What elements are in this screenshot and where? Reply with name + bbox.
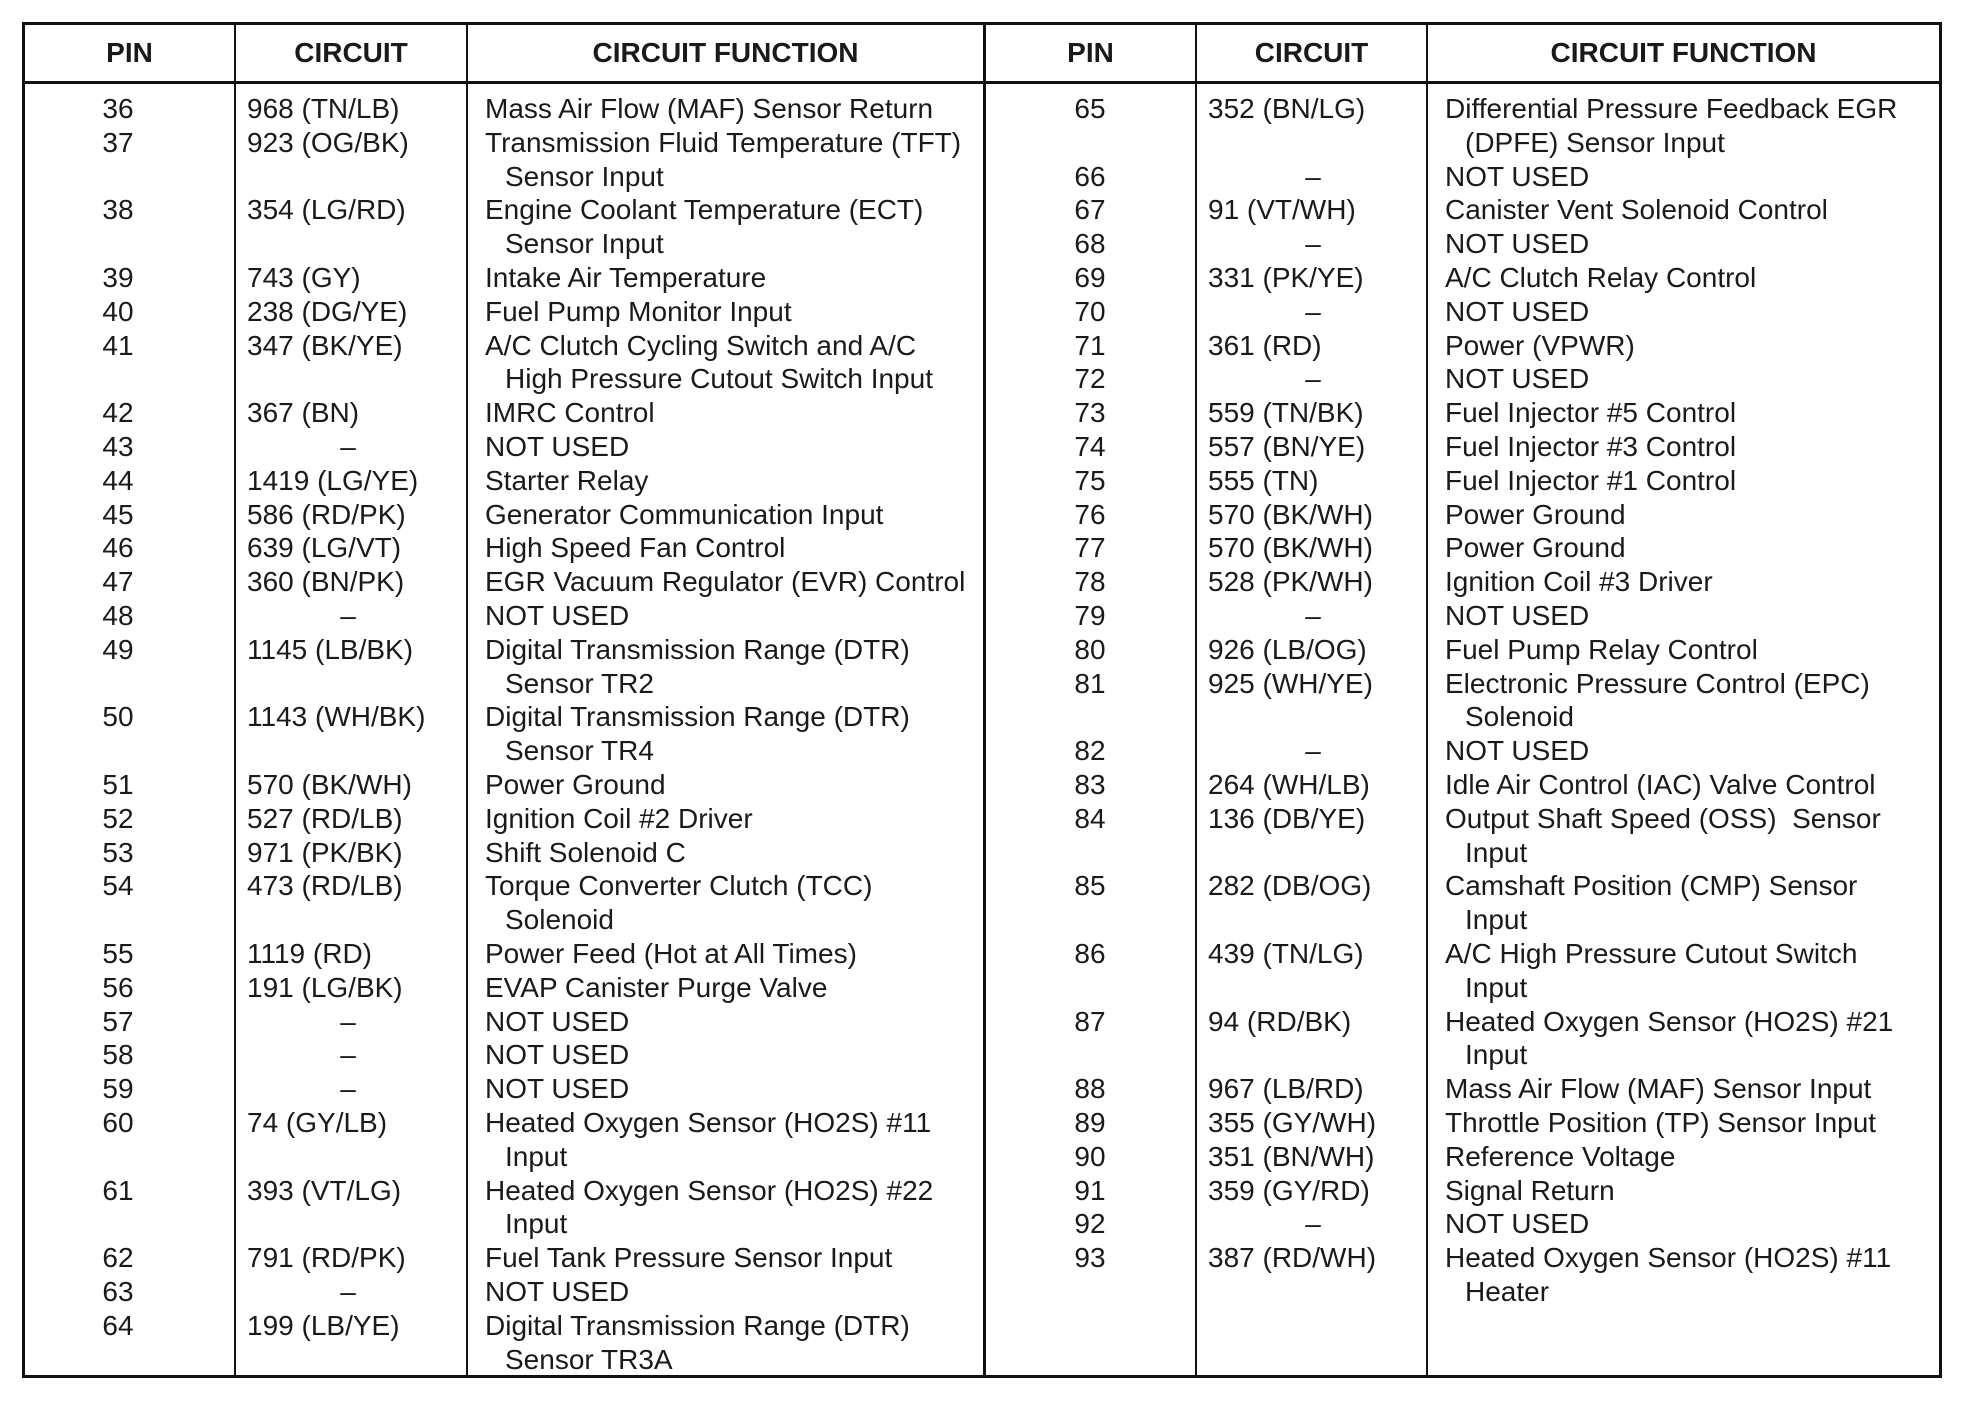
- circuit-id: 359 (GY/RD): [1208, 1174, 1370, 1206]
- circuit-function: Power Ground: [1445, 532, 1626, 564]
- circuit-function: EGR Vacuum Regulator (EVR) Control: [485, 566, 966, 598]
- circuit-id: 971 (PK/BK): [247, 836, 403, 868]
- circuit-id: 968 (TN/LB): [247, 93, 400, 124]
- pin-number: 41: [102, 329, 134, 361]
- pin-number: 48: [102, 600, 134, 631]
- circuit-id: 238 (DG/YE): [247, 295, 408, 327]
- circuit-id: –: [1305, 600, 1321, 631]
- circuit-id: 199 (LB/YE): [247, 1309, 400, 1341]
- circuit-id: 586 (RD/PK): [247, 498, 406, 530]
- circuit-function: NOT USED: [1445, 228, 1590, 260]
- pin-number: 90: [1074, 1140, 1106, 1172]
- header-circuit-left: CIRCUIT: [294, 37, 408, 68]
- circuit-id: 191 (LG/BK): [247, 971, 403, 1003]
- circuit-function: A/C Clutch Relay Control: [1445, 262, 1757, 293]
- circuit-id: 570 (BK/WH): [1208, 498, 1373, 530]
- circuit-function: IMRC Control: [485, 397, 655, 429]
- pin-number: 61: [102, 1174, 134, 1206]
- circuit-id: 282 (DB/OG): [1208, 870, 1372, 902]
- pin-number: 83: [1074, 769, 1106, 800]
- header-pin-right: PIN: [1067, 37, 1114, 68]
- circuit-id: 1419 (LG/YE): [247, 464, 419, 496]
- circuit-function: Engine Coolant Temperature (ECT): [485, 194, 924, 226]
- pin-number: 68: [1074, 228, 1106, 260]
- circuit-id: 473 (RD/LB): [247, 870, 403, 902]
- circuit-function-continued: Input: [1465, 904, 1528, 936]
- pin-number: 84: [1074, 802, 1106, 834]
- circuit-id: 360 (BN/PK): [247, 566, 405, 598]
- pin-number: 82: [1074, 735, 1106, 767]
- pin-number: 50: [102, 701, 134, 733]
- pin-number: 71: [1074, 329, 1106, 361]
- circuit-id: 361 (RD): [1208, 329, 1322, 361]
- circuit-function: Ignition Coil #2 Driver: [485, 802, 753, 834]
- header-circuit-right: CIRCUIT: [1254, 37, 1369, 68]
- pin-number: 49: [102, 633, 134, 665]
- circuit-function-continued: Sensor TR3A: [505, 1343, 673, 1375]
- circuit-id: 354 (LG/RD): [247, 194, 406, 226]
- pin-number: 93: [1074, 1242, 1106, 1274]
- circuit-function: Transmission Fluid Temperature (TFT): [485, 126, 962, 158]
- circuit-function: Canister Vent Solenoid Control: [1445, 194, 1828, 226]
- circuit-id: 555 (TN): [1208, 464, 1319, 496]
- circuit-function: Power (VPWR): [1445, 329, 1635, 361]
- pin-number: 38: [102, 194, 134, 226]
- pin-number: 57: [102, 1005, 134, 1037]
- column-divider: [234, 25, 236, 1375]
- circuit-function-continued: High Pressure Cutout Switch Input: [505, 363, 933, 395]
- pin-number: 78: [1074, 566, 1106, 598]
- circuit-function: Torque Converter Clutch (TCC): [485, 870, 873, 902]
- pin-number: 73: [1074, 397, 1106, 429]
- circuit-id: –: [340, 1005, 356, 1037]
- circuit-id: –: [1305, 1208, 1321, 1240]
- circuit-function: Mass Air Flow (MAF) Sensor Return: [485, 93, 934, 124]
- circuit-function: Fuel Injector #5 Control: [1445, 397, 1737, 429]
- pin-number: 80: [1074, 633, 1106, 665]
- circuit-function: Throttle Position (TP) Sensor Input: [1445, 1107, 1877, 1138]
- pin-number: 37: [102, 126, 134, 158]
- circuit-id: –: [340, 431, 356, 462]
- circuit-id: –: [1305, 228, 1321, 260]
- pin-number: 45: [102, 498, 134, 530]
- circuit-id: 94 (RD/BK): [1208, 1005, 1352, 1037]
- circuit-id: 925 (WH/YE): [1208, 667, 1373, 699]
- pin-number: 74: [1074, 431, 1106, 462]
- circuit-id: 559 (TN/BK): [1208, 397, 1364, 429]
- pin-number: 56: [102, 971, 134, 1003]
- circuit-function: Starter Relay: [485, 464, 649, 496]
- circuit-function: Heated Oxygen Sensor (HO2S) #21: [1445, 1005, 1894, 1037]
- pin-number: 46: [102, 532, 134, 564]
- circuit-id: –: [1305, 160, 1321, 192]
- circuit-id: 393 (VT/LG): [247, 1174, 402, 1206]
- circuit-function: Fuel Tank Pressure Sensor Input: [485, 1242, 893, 1274]
- circuit-id: 923 (OG/BK): [247, 126, 409, 158]
- circuit-function: Shift Solenoid C: [485, 836, 686, 868]
- circuit-function: NOT USED: [485, 1039, 630, 1071]
- circuit-function-continued: Input: [505, 1208, 568, 1240]
- circuit-function: High Speed Fan Control: [485, 532, 786, 564]
- circuit-function: Fuel Injector #1 Control: [1445, 464, 1737, 496]
- pin-number: 53: [102, 836, 134, 868]
- pin-number: 42: [102, 397, 134, 429]
- circuit-id: 355 (GY/WH): [1208, 1107, 1377, 1138]
- circuit-id: 352 (BN/LG): [1208, 93, 1366, 124]
- circuit-function: Digital Transmission Range (DTR): [485, 633, 910, 665]
- circuit-id: 926 (LB/OG): [1208, 633, 1367, 665]
- circuit-id: 639 (LG/VT): [247, 532, 402, 564]
- pin-number: 62: [102, 1242, 134, 1274]
- circuit-id: –: [1305, 295, 1321, 327]
- circuit-function: Idle Air Control (IAC) Valve Control: [1445, 769, 1876, 800]
- pin-number: 75: [1074, 464, 1106, 496]
- circuit-function: Generator Communication Input: [485, 498, 884, 530]
- column-divider: [1195, 25, 1197, 1375]
- circuit-id: 1119 (RD): [247, 938, 373, 969]
- circuit-function: Power Feed (Hot at All Times): [485, 938, 857, 969]
- circuit-function: Camshaft Position (CMP) Sensor: [1445, 870, 1858, 902]
- pin-number: 58: [102, 1039, 134, 1071]
- pin-number: 70: [1074, 295, 1106, 327]
- circuit-id: 367 (BN): [247, 397, 360, 429]
- circuit-function: Power Ground: [1445, 498, 1626, 530]
- circuit-id: –: [1305, 363, 1321, 395]
- pinout-table: [22, 22, 1942, 1378]
- pin-number: 60: [102, 1107, 134, 1138]
- circuit-function: Heated Oxygen Sensor (HO2S) #11: [1445, 1242, 1892, 1274]
- pin-number: 40: [102, 295, 134, 327]
- pin-number: 54: [102, 870, 134, 902]
- circuit-id: 264 (WH/LB): [1208, 769, 1370, 800]
- circuit-function: Fuel Injector #3 Control: [1445, 431, 1737, 462]
- circuit-function: Digital Transmission Range (DTR): [485, 1309, 910, 1341]
- pin-number: 52: [102, 802, 134, 834]
- circuit-function: NOT USED: [1445, 735, 1590, 767]
- circuit-id: –: [1305, 735, 1321, 767]
- header-function-left: CIRCUIT FUNCTION: [592, 37, 859, 68]
- pin-number: 44: [102, 464, 134, 496]
- pin-number: 64: [102, 1309, 134, 1341]
- header-pin-left: PIN: [106, 37, 153, 68]
- column-divider: [1426, 25, 1428, 1375]
- pin-number: 86: [1074, 938, 1106, 969]
- circuit-function-continued: Sensor TR2: [505, 667, 654, 699]
- circuit-function: Mass Air Flow (MAF) Sensor Input: [1445, 1073, 1872, 1105]
- pin-number: 77: [1074, 532, 1106, 564]
- circuit-id: 91 (VT/WH): [1208, 194, 1356, 226]
- circuit-id: 967 (LB/RD): [1208, 1073, 1364, 1105]
- circuit-function: Digital Transmission Range (DTR): [485, 701, 910, 733]
- circuit-id: 347 (BK/YE): [247, 329, 403, 361]
- pin-number: 87: [1074, 1005, 1106, 1037]
- pin-number: 63: [102, 1276, 134, 1307]
- circuit-id: –: [340, 1073, 356, 1105]
- pin-number: 66: [1074, 160, 1106, 192]
- circuit-id: 557 (BN/YE): [1208, 431, 1366, 462]
- circuit-id: 527 (RD/LB): [247, 802, 403, 834]
- circuit-id: 528 (PK/WH): [1208, 566, 1373, 598]
- header-divider: [25, 81, 1939, 84]
- circuit-function: EVAP Canister Purge Valve: [485, 971, 828, 1003]
- pin-number: 55: [102, 938, 134, 969]
- circuit-id: 1143 (WH/BK): [247, 701, 426, 733]
- circuit-function: NOT USED: [485, 1276, 630, 1307]
- circuit-id: –: [340, 1039, 356, 1071]
- header-function-right: CIRCUIT FUNCTION: [1550, 37, 1817, 68]
- circuit-id: 387 (RD/WH): [1208, 1242, 1377, 1274]
- pin-number: 69: [1074, 262, 1106, 293]
- pin-number: 91: [1074, 1174, 1106, 1206]
- circuit-function: Signal Return: [1445, 1174, 1615, 1206]
- pin-number: 88: [1074, 1073, 1106, 1105]
- circuit-function: Fuel Pump Relay Control: [1445, 633, 1758, 665]
- circuit-function: NOT USED: [485, 1073, 630, 1105]
- circuit-function: NOT USED: [485, 600, 630, 631]
- circuit-function-continued: Solenoid: [1465, 701, 1574, 733]
- circuit-function: Output Shaft Speed (OSS) Sensor: [1445, 802, 1881, 834]
- pin-number: 79: [1074, 600, 1106, 631]
- circuit-function: Ignition Coil #3 Driver: [1445, 566, 1713, 598]
- pin-number: 36: [102, 93, 134, 124]
- circuit-function-continued: Input: [1465, 1039, 1528, 1071]
- circuit-id: 1145 (LB/BK): [247, 633, 414, 665]
- circuit-function: Reference Voltage: [1445, 1140, 1676, 1172]
- pin-number: 59: [102, 1073, 134, 1105]
- circuit-id: 331 (PK/YE): [1208, 262, 1364, 293]
- circuit-id: 791 (RD/PK): [247, 1242, 406, 1274]
- circuit-function: NOT USED: [485, 1005, 630, 1037]
- circuit-function-continued: Input: [1465, 971, 1528, 1003]
- circuit-function: A/C High Pressure Cutout Switch: [1445, 938, 1858, 969]
- circuit-function: NOT USED: [1445, 363, 1590, 395]
- circuit-function-continued: Sensor TR4: [505, 735, 654, 767]
- circuit-id: –: [340, 1276, 356, 1307]
- circuit-id: 136 (DB/YE): [1208, 802, 1366, 834]
- circuit-function: NOT USED: [1445, 1208, 1590, 1240]
- circuit-function: Fuel Pump Monitor Input: [485, 295, 792, 327]
- circuit-function-continued: Solenoid: [505, 904, 614, 936]
- circuit-function-continued: Sensor Input: [505, 160, 664, 192]
- circuit-function-continued: Heater: [1465, 1276, 1550, 1307]
- circuit-function-continued: Input: [505, 1140, 568, 1172]
- pin-number: 67: [1074, 194, 1106, 226]
- circuit-function: NOT USED: [1445, 600, 1590, 631]
- circuit-function: Heated Oxygen Sensor (HO2S) #11: [485, 1107, 932, 1138]
- circuit-function: NOT USED: [1445, 160, 1590, 192]
- circuit-id: 743 (GY): [247, 262, 361, 293]
- circuit-function: NOT USED: [485, 431, 630, 462]
- pin-number: 43: [102, 431, 134, 462]
- circuit-function: NOT USED: [1445, 295, 1590, 327]
- circuit-function: A/C Clutch Cycling Switch and A/C: [485, 329, 917, 361]
- circuit-function: Power Ground: [485, 769, 666, 800]
- pin-number: 92: [1074, 1208, 1106, 1240]
- circuit-function: Differential Pressure Feedback EGR: [1445, 93, 1898, 124]
- circuit-id: 570 (BK/WH): [247, 769, 412, 800]
- pin-number: 76: [1074, 498, 1106, 530]
- circuit-id: –: [340, 600, 356, 631]
- pin-number: 89: [1074, 1107, 1106, 1138]
- circuit-id: 74 (GY/LB): [247, 1107, 388, 1138]
- pin-number: 72: [1074, 363, 1106, 395]
- circuit-function: Heated Oxygen Sensor (HO2S) #22: [485, 1174, 934, 1206]
- pin-number: 47: [102, 566, 134, 598]
- circuit-function-continued: Input: [1465, 836, 1528, 868]
- pin-number: 81: [1074, 667, 1106, 699]
- circuit-id: 439 (TN/LG): [1208, 938, 1364, 969]
- pin-number: 85: [1074, 870, 1106, 902]
- circuit-id: 351 (BN/WH): [1208, 1140, 1375, 1172]
- circuit-function: Electronic Pressure Control (EPC): [1445, 667, 1870, 699]
- circuit-function: Intake Air Temperature: [485, 262, 767, 293]
- pin-number: 65: [1074, 93, 1106, 124]
- pin-number: 39: [102, 262, 134, 293]
- circuit-function-continued: (DPFE) Sensor Input: [1465, 126, 1725, 158]
- circuit-id: 570 (BK/WH): [1208, 532, 1373, 564]
- pin-number: 51: [102, 769, 134, 800]
- circuit-function-continued: Sensor Input: [505, 228, 664, 260]
- column-divider: [466, 25, 468, 1375]
